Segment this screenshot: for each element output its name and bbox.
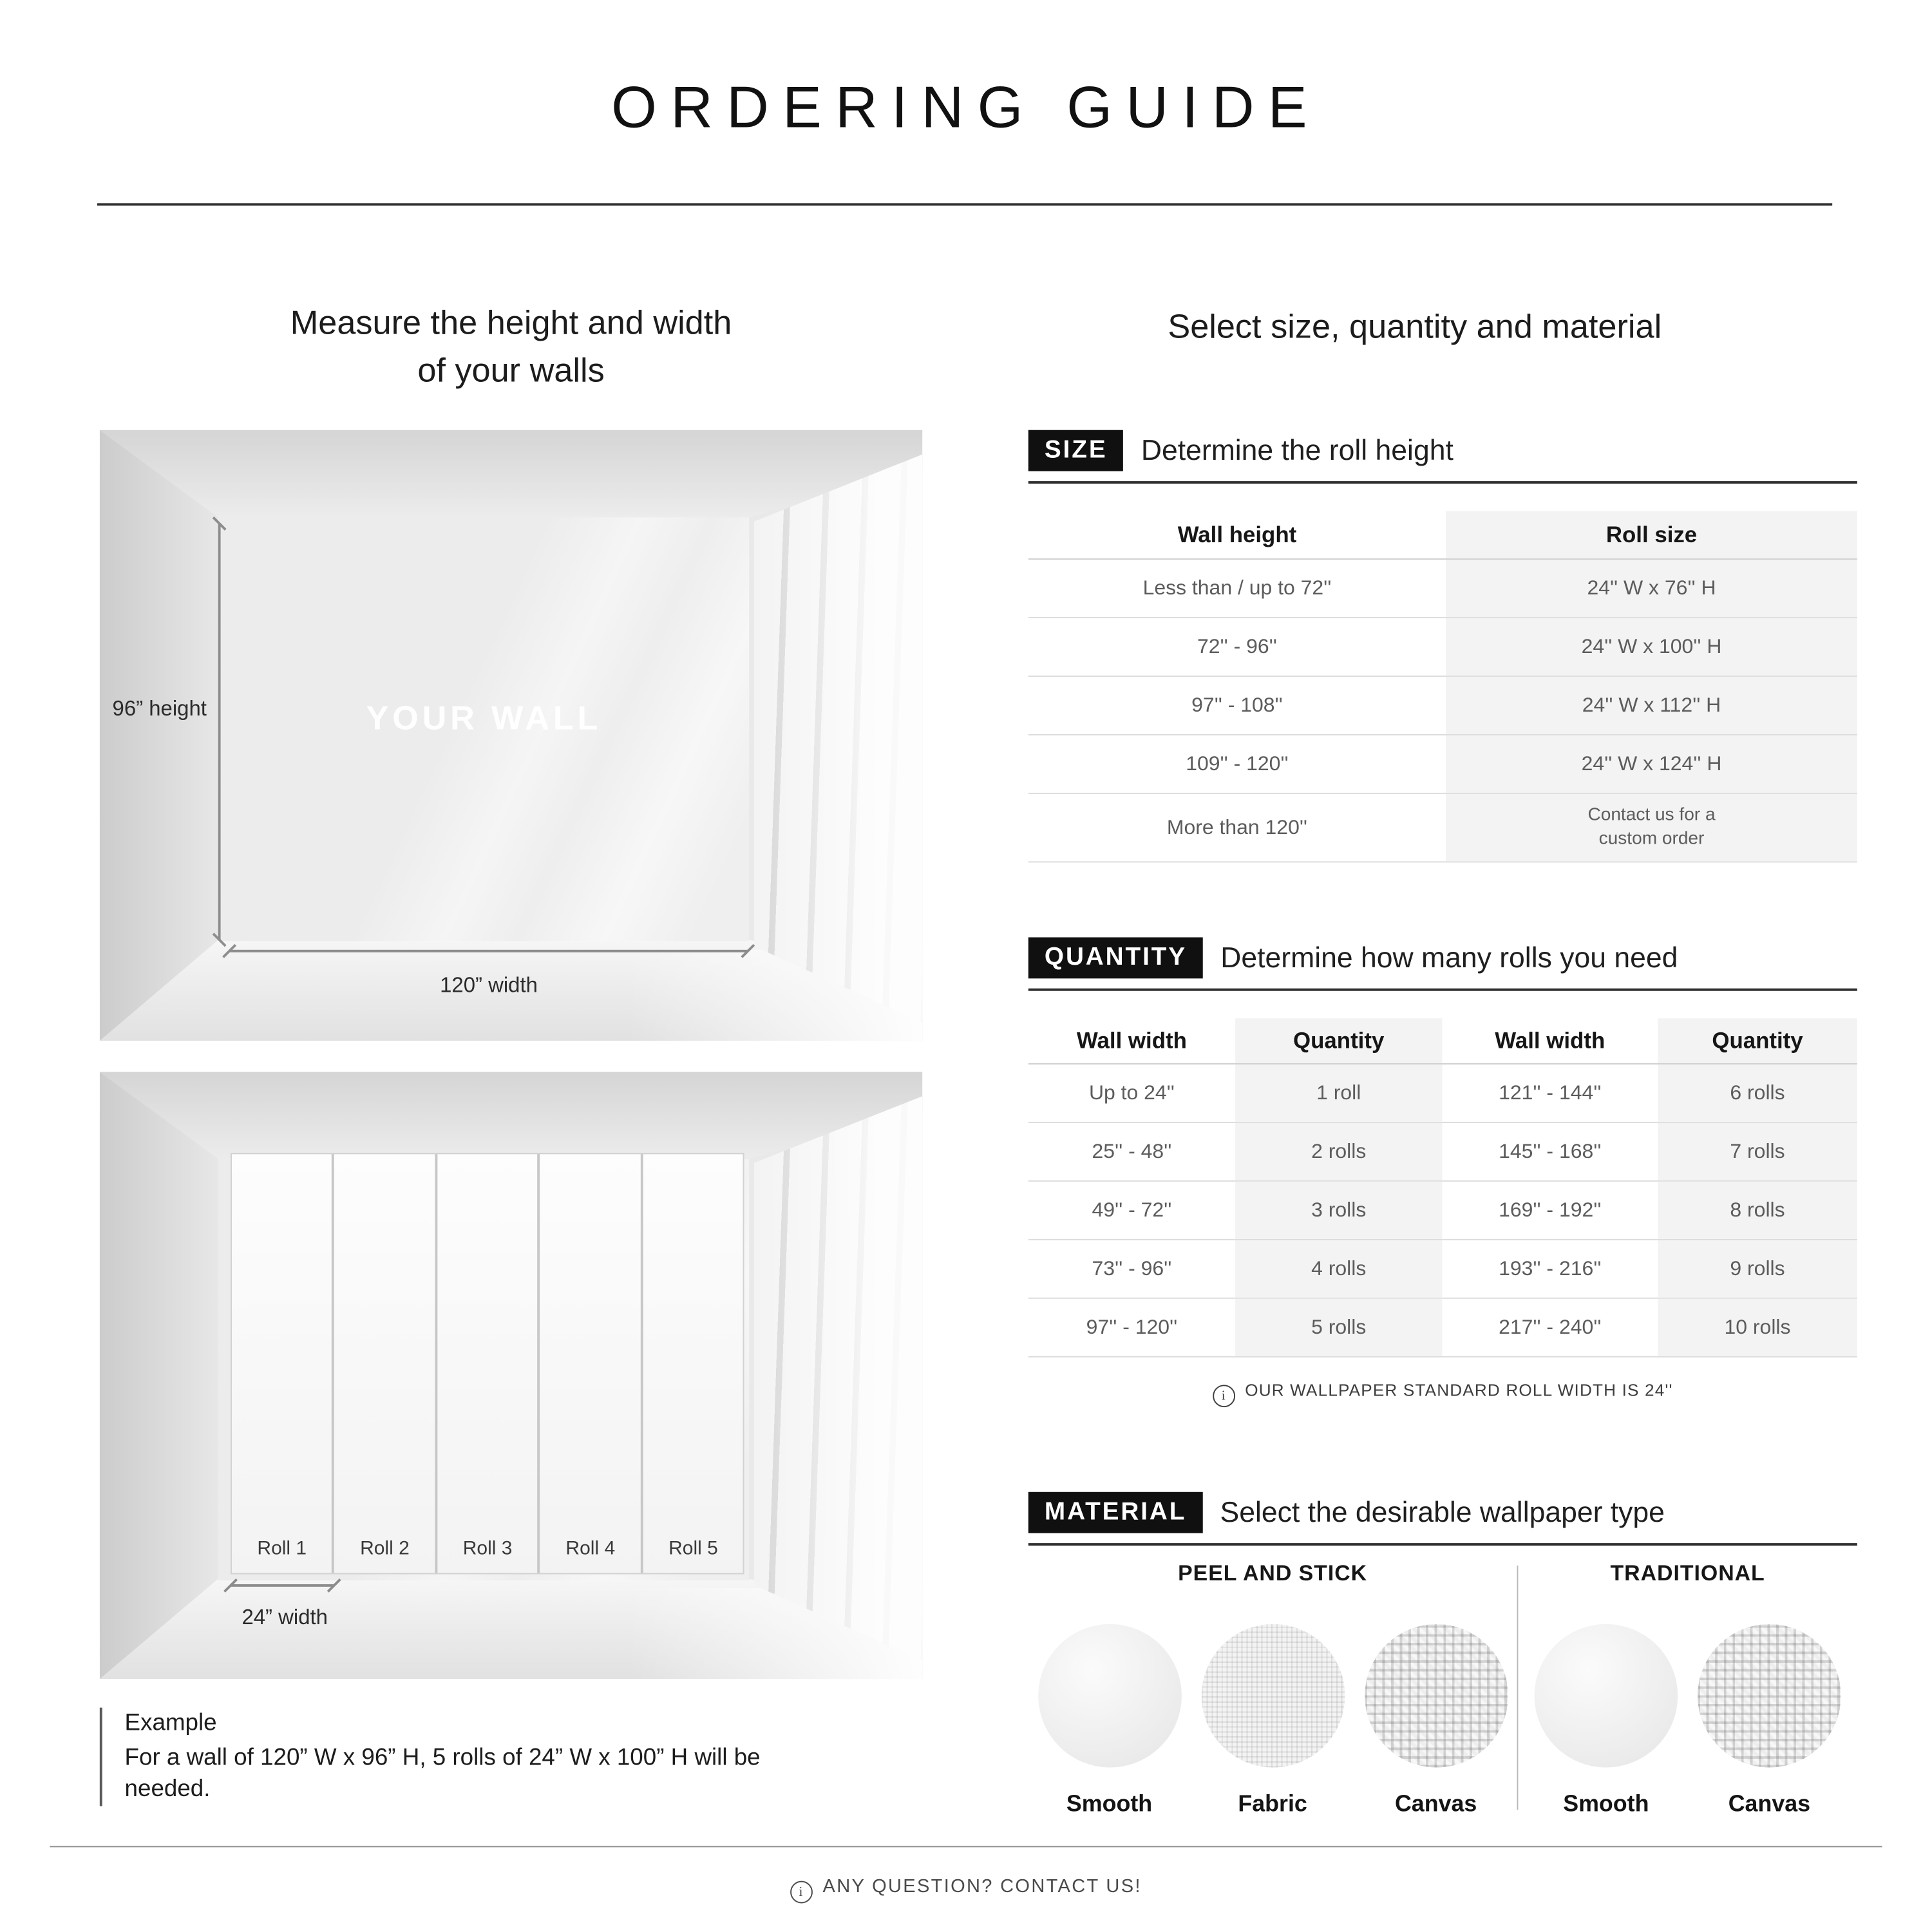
material-label: Smooth	[1563, 1790, 1649, 1816]
size-table-header-row	[1028, 511, 1857, 560]
traditional-swatches	[1518, 1624, 1857, 1817]
your-wall-label: YOUR WALL	[366, 699, 602, 737]
example-note	[100, 1708, 842, 1806]
size-badge: SIZE	[1028, 430, 1124, 471]
quantity-section-title: Determine how many rolls you need	[1220, 941, 1678, 974]
left-heading-line2: of your walls	[417, 352, 605, 390]
info-icon	[790, 1881, 813, 1904]
quantity-table-row	[1028, 1065, 1857, 1123]
left-column-heading	[100, 299, 922, 395]
roll-size-cell	[1446, 794, 1857, 862]
quantity-table	[1028, 1018, 1857, 1357]
quantity-cell: 2 rolls	[1235, 1123, 1442, 1180]
wall-width-header: Wall width	[1495, 1027, 1605, 1053]
page-title: ORDERING GUIDE	[611, 73, 1321, 140]
example-title: Example	[124, 1710, 217, 1737]
material-option-canvas	[1362, 1624, 1509, 1817]
right-column-heading: Select size, quantity and material	[1168, 308, 1662, 346]
width-dimension-line	[230, 950, 748, 952]
wall-width-cell: 25'' - 48''	[1092, 1139, 1172, 1162]
title-divider	[97, 203, 1832, 205]
size-table-row	[1028, 618, 1857, 677]
material-label: Canvas	[1394, 1790, 1477, 1816]
height-dimension-label: 96” height	[112, 697, 207, 721]
wall-height-cell: 109'' - 120''	[1186, 752, 1289, 775]
quantity-table-row	[1028, 1123, 1857, 1182]
wall-width-cell: 73'' - 96''	[1092, 1256, 1172, 1280]
quantity-table-row	[1028, 1182, 1857, 1240]
room-window	[753, 430, 922, 1041]
material-option-fabric	[1199, 1624, 1346, 1817]
smooth-texture-swatch	[1037, 1624, 1181, 1768]
material-section-header	[1028, 1492, 1857, 1546]
wall-height-header: Wall height	[1177, 521, 1297, 547]
height-dimension-line	[218, 524, 221, 940]
wall-width-cell: 49'' - 72''	[1092, 1198, 1172, 1221]
roll-panel	[335, 1155, 435, 1573]
wall-width-cell: 217'' - 240''	[1499, 1315, 1602, 1338]
quantity-table-row	[1028, 1240, 1857, 1299]
room-left-wall	[100, 1072, 218, 1680]
material-label: Smooth	[1066, 1790, 1153, 1816]
footer-contact-note	[0, 1876, 1932, 1904]
wall-height-cell: 97'' - 108''	[1191, 694, 1283, 716]
quantity-table-header-row	[1028, 1018, 1857, 1065]
roll-size-cell: 24'' W x 124'' H	[1446, 735, 1857, 793]
quantity-cell: 10 rolls	[1658, 1299, 1857, 1356]
quantity-cell: 7 rolls	[1658, 1123, 1857, 1180]
smooth-texture-swatch	[1535, 1624, 1678, 1768]
roll-size-cell: 24'' W x 76'' H	[1446, 560, 1857, 617]
size-section-title: Determine the roll height	[1141, 433, 1454, 466]
material-label: Fabric	[1238, 1790, 1307, 1816]
roll-width-note	[1028, 1381, 1857, 1408]
wall-width-header: Wall width	[1076, 1027, 1187, 1053]
quantity-cell: 5 rolls	[1235, 1299, 1442, 1356]
footer-divider	[50, 1846, 1882, 1847]
quantity-header: Quantity	[1235, 1018, 1442, 1063]
wall-width-cell: 169'' - 192''	[1499, 1198, 1602, 1221]
roll-width-dimension-label: 24” width	[242, 1605, 328, 1629]
example-text: For a wall of 120” W x 96” H, 5 rolls of 24” W x 100” H will be needed.	[124, 1744, 761, 1803]
canvas-texture-swatch	[1698, 1624, 1841, 1768]
peel-and-stick-label: PEEL AND STICK	[1178, 1560, 1368, 1586]
peel-and-stick-group	[1028, 1560, 1517, 1817]
quantity-cell: 1 roll	[1235, 1065, 1442, 1122]
size-table-row	[1028, 560, 1857, 618]
roll-label: Roll 1	[257, 1537, 307, 1559]
traditional-label: TRADITIONAL	[1610, 1560, 1765, 1586]
material-section-title: Select the desirable wallpaper type	[1220, 1495, 1665, 1528]
wall-height-cell: More than 120''	[1166, 815, 1308, 838]
material-option-smooth	[1036, 1624, 1182, 1817]
roll-label: Roll 2	[360, 1537, 410, 1559]
quantity-cell: 9 rolls	[1658, 1240, 1857, 1298]
custom-order-text: Contact us for a custom order	[1587, 805, 1716, 849]
roll-label: Roll 3	[462, 1537, 513, 1559]
roll-width-note-text: OUR WALLPAPER STANDARD ROLL WIDTH IS 24''	[1245, 1381, 1673, 1400]
material-label: Canvas	[1728, 1790, 1811, 1816]
roll-panel	[232, 1155, 332, 1573]
wall-width-cell: 193'' - 216''	[1499, 1256, 1602, 1280]
wall-width-cell: 97'' - 120''	[1086, 1315, 1178, 1338]
quantity-badge: QUANTITY	[1028, 937, 1203, 978]
quantity-cell: 3 rolls	[1235, 1182, 1442, 1239]
room-window	[753, 1072, 922, 1680]
wall-width-cell: Up to 24''	[1088, 1081, 1175, 1104]
roll-label: Roll 4	[565, 1537, 616, 1559]
quantity-table-row	[1028, 1299, 1857, 1358]
peel-and-stick-swatches	[1028, 1624, 1517, 1817]
quantity-cell: 8 rolls	[1658, 1182, 1857, 1239]
material-option-canvas	[1696, 1624, 1842, 1817]
roll-size-header: Roll size	[1446, 511, 1857, 559]
size-table-row	[1028, 794, 1857, 862]
roll-panel	[643, 1155, 744, 1573]
roll-panel	[540, 1155, 641, 1573]
room-left-wall	[100, 430, 218, 1041]
width-dimension-label: 120” width	[440, 973, 538, 998]
size-section-header	[1028, 430, 1857, 484]
wall-height-cell: 72'' - 96''	[1197, 635, 1277, 658]
material-options	[1028, 1560, 1857, 1817]
roll-size-cell: 24'' W x 100'' H	[1446, 618, 1857, 676]
roll-size-cell: 24'' W x 112'' H	[1446, 677, 1857, 734]
footer-contact-text: ANY QUESTION? CONTACT US!	[822, 1875, 1142, 1897]
info-icon	[1213, 1385, 1235, 1407]
roll-width-dimension-line	[231, 1584, 334, 1586]
wall-width-cell: 121'' - 144''	[1499, 1081, 1602, 1104]
fabric-texture-swatch	[1201, 1624, 1345, 1768]
roll-panel	[437, 1155, 538, 1573]
material-badge: MATERIAL	[1028, 1492, 1203, 1533]
material-option-smooth	[1533, 1624, 1680, 1817]
traditional-group	[1518, 1560, 1857, 1817]
wall-height-cell: Less than / up to 72''	[1142, 576, 1332, 599]
wall-measure-illustration	[100, 430, 922, 1041]
size-table-row	[1028, 677, 1857, 735]
size-table	[1028, 511, 1857, 863]
quantity-cell: 6 rolls	[1658, 1065, 1857, 1122]
quantity-section-header	[1028, 937, 1857, 990]
quantity-cell: 4 rolls	[1235, 1240, 1442, 1298]
canvas-texture-swatch	[1364, 1624, 1508, 1768]
wall-width-cell: 145'' - 168''	[1499, 1139, 1602, 1162]
quantity-header: Quantity	[1658, 1018, 1857, 1063]
roll-panels	[231, 1153, 744, 1574]
roll-label: Roll 5	[668, 1537, 718, 1559]
roll-layout-illustration	[100, 1072, 922, 1680]
size-table-row	[1028, 735, 1857, 794]
left-heading-line1: Measure the height and width	[290, 304, 732, 342]
